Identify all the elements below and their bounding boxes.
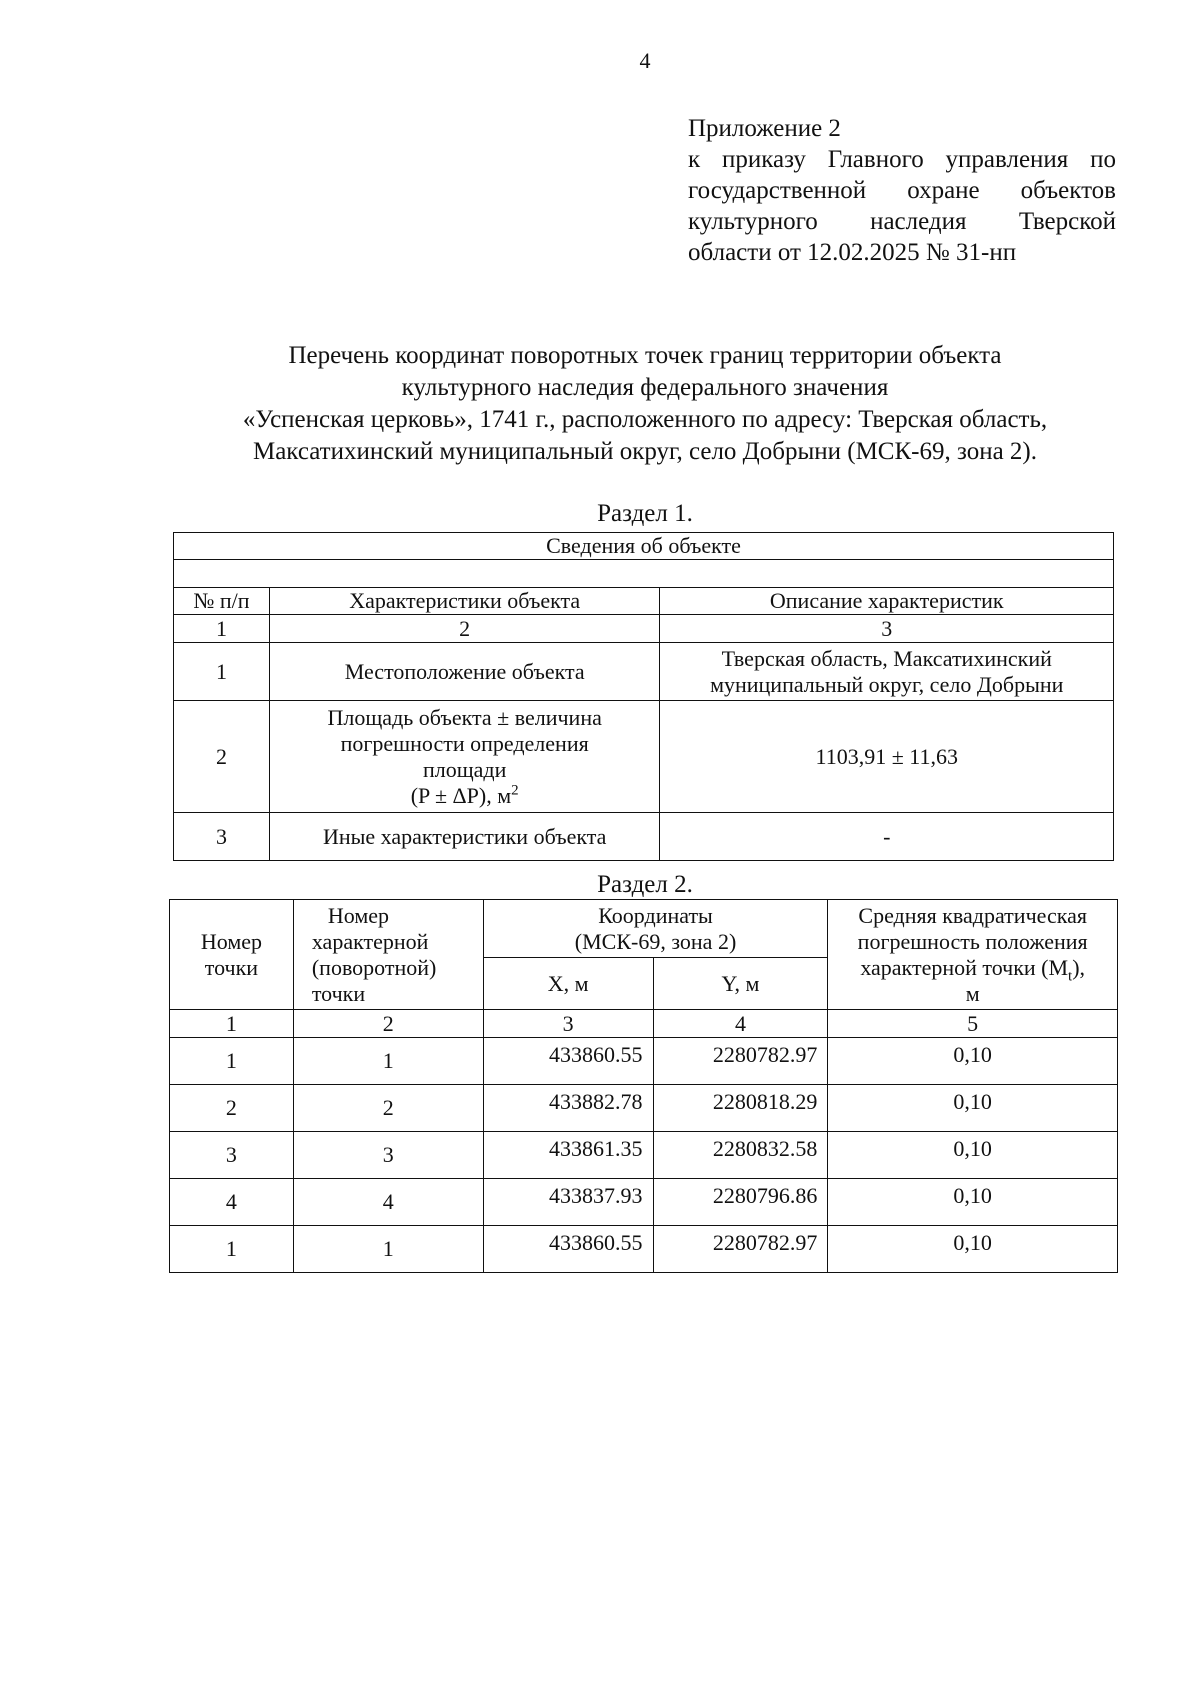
mean-error: 0,10 — [828, 1132, 1118, 1179]
column-number: 4 — [653, 1010, 828, 1038]
row-number: 1 — [174, 643, 270, 701]
subscript: t — [1068, 967, 1073, 984]
appendix-line: области от 12.02.2025 № 31-нп — [688, 239, 1017, 266]
appendix-block — [688, 113, 1116, 268]
char-point-number: 4 — [293, 1179, 483, 1226]
header-coordinates — [483, 900, 828, 958]
row-description — [660, 643, 1114, 701]
table-row — [170, 1132, 1118, 1179]
column-number: 1 — [170, 1010, 294, 1038]
title-line: Максатихинский муниципальный округ, село Добрыни (МСК-69, зона 2). — [252, 438, 1038, 465]
column-header: № п/п — [174, 588, 270, 615]
superscript: 2 — [511, 782, 519, 799]
description-line: муниципальный округ, село Добрыни — [710, 671, 1064, 697]
header-char-point — [293, 900, 483, 1010]
page-number: 4 — [639, 48, 651, 73]
coordinates-table — [169, 899, 1118, 1273]
row-characteristic: Местоположение объекта — [269, 643, 660, 701]
column-number: 5 — [828, 1010, 1118, 1038]
coord-y: 2280818.29 — [653, 1085, 828, 1132]
empty-row — [174, 560, 1114, 588]
table-row — [170, 1226, 1118, 1273]
coord-y: 2280782.97 — [653, 1038, 828, 1085]
point-number: 4 — [170, 1179, 294, 1226]
header-y: Y, м — [653, 958, 828, 1010]
coord-x: 433837.93 — [483, 1179, 653, 1226]
column-number: 2 — [269, 615, 660, 643]
header-line: точки — [311, 980, 366, 1006]
table-row — [170, 1085, 1118, 1132]
table-row — [174, 701, 1114, 813]
header-line: точки — [204, 954, 259, 980]
char-point-number: 1 — [293, 1038, 483, 1085]
header-line: м — [965, 980, 980, 1006]
header-line: Координаты — [598, 902, 713, 928]
appendix-line: Приложение 2 — [688, 115, 841, 142]
section1-caption: Раздел 1. — [597, 500, 693, 527]
coord-y: 2280782.97 — [653, 1226, 828, 1273]
table-row — [170, 1179, 1118, 1226]
mean-error: 0,10 — [828, 1038, 1118, 1085]
header-line: характерной точки (M — [860, 954, 1069, 980]
row-description: - — [660, 813, 1114, 861]
column-number: 3 — [483, 1010, 653, 1038]
mean-error: 0,10 — [828, 1226, 1118, 1273]
column-number: 2 — [293, 1010, 483, 1038]
coord-x: 433882.78 — [483, 1085, 653, 1132]
header-mean-error — [828, 900, 1118, 1010]
point-number: 1 — [170, 1226, 294, 1273]
table-row — [174, 813, 1114, 861]
object-info-table — [173, 532, 1114, 861]
header-line: Средняя квадратическая — [858, 902, 1087, 928]
row-characteristic — [269, 701, 660, 813]
header-line: ), — [1072, 954, 1086, 980]
header-line: Номер — [200, 928, 262, 954]
header-point-number — [170, 900, 294, 1010]
title-line: «Успенская церковь», 1741 г., расположенного по адресу: Тверская область, — [242, 406, 1048, 433]
mean-error: 0,10 — [828, 1179, 1118, 1226]
header-line: погрешность положения — [857, 928, 1088, 954]
coord-y: 2280796.86 — [653, 1179, 828, 1226]
coord-x: 433861.35 — [483, 1132, 653, 1179]
header-line: (МСК-69, зона 2) — [574, 928, 737, 954]
char-point-number: 1 — [293, 1226, 483, 1273]
column-number: 1 — [174, 615, 270, 643]
header-line: Номер — [327, 902, 389, 928]
header-line: (поворотной) — [311, 954, 437, 980]
characteristic-line: площади — [422, 756, 507, 782]
title-line: культурного наследия федерального значения — [401, 374, 889, 401]
document-title — [140, 340, 1150, 468]
table-row — [170, 1038, 1118, 1085]
column-header: Характеристики объекта — [269, 588, 660, 615]
appendix-line: государственной охране объектов — [688, 177, 1116, 204]
row-number: 3 — [174, 813, 270, 861]
row-number: 2 — [174, 701, 270, 813]
point-number: 2 — [170, 1085, 294, 1132]
characteristic-line: (P ± ΔP), м — [410, 782, 512, 808]
appendix-line: культурного наследия Тверской — [688, 208, 1116, 235]
header-x: X, м — [483, 958, 653, 1010]
point-number: 1 — [170, 1038, 294, 1085]
mean-error: 0,10 — [828, 1085, 1118, 1132]
row-characteristic: Иные характеристики объекта — [269, 813, 660, 861]
column-header: Описание характеристик — [660, 588, 1114, 615]
column-number: 3 — [660, 615, 1114, 643]
table-header: Сведения об объекте — [174, 533, 1114, 560]
char-point-number: 3 — [293, 1132, 483, 1179]
char-point-number: 2 — [293, 1085, 483, 1132]
coord-x: 433860.55 — [483, 1038, 653, 1085]
appendix-line: к приказу Главного управления по — [688, 146, 1116, 173]
section2-caption: Раздел 2. — [597, 871, 693, 898]
characteristic-line: Площадь объекта ± величина — [327, 704, 602, 730]
description-line: Тверская область, Максатихинский — [721, 645, 1052, 671]
table-row — [174, 643, 1114, 701]
row-description: 1103,91 ± 11,63 — [660, 701, 1114, 813]
coord-y: 2280832.58 — [653, 1132, 828, 1179]
title-line: Перечень координат поворотных точек границ территории объекта — [288, 342, 1002, 369]
header-line: характерной — [311, 928, 429, 954]
coord-x: 433860.55 — [483, 1226, 653, 1273]
point-number: 3 — [170, 1132, 294, 1179]
characteristic-line: погрешности определения — [340, 730, 589, 756]
